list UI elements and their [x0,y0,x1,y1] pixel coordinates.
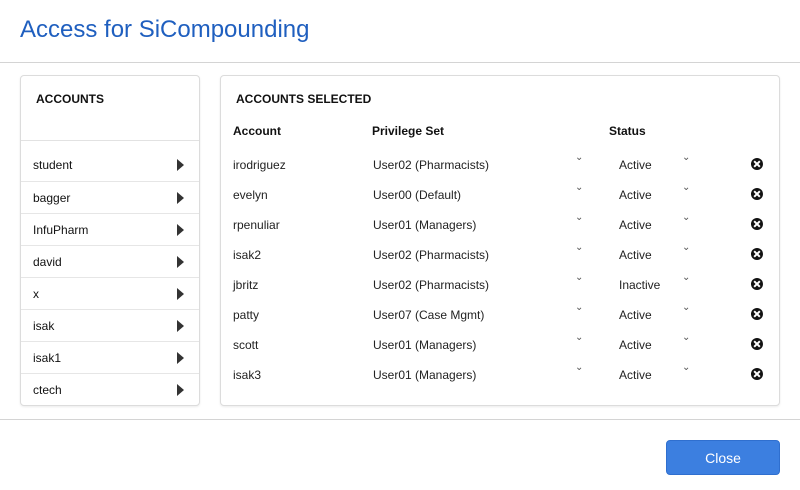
account-item-label: student [33,158,73,172]
remove-icon[interactable] [751,218,763,230]
arrow-right-icon[interactable] [177,384,184,396]
status-select[interactable]: Active [619,368,652,382]
row-account: jbritz [233,278,259,292]
account-item-label: isak1 [33,351,62,365]
remove-icon[interactable] [751,248,763,260]
chevron-down-icon[interactable]: ⌄ [682,242,691,253]
row-account: irodriguez [233,158,286,172]
remove-icon[interactable] [751,368,763,380]
privilege-select[interactable]: User00 (Default) [373,188,462,202]
arrow-right-icon[interactable] [177,288,184,300]
table-row [221,360,779,390]
account-item-david[interactable] [21,245,199,277]
row-account: rpenuliar [233,218,280,232]
account-item-label: david [33,255,62,269]
table-row [221,240,779,270]
chevron-down-icon[interactable]: ⌄ [575,302,584,313]
account-item-label: ctech [33,383,62,397]
status-select[interactable]: Active [619,338,652,352]
chevron-down-icon[interactable]: ⌄ [682,332,691,343]
account-item-label: isak [33,319,55,333]
remove-icon[interactable] [751,158,763,170]
chevron-down-icon[interactable]: ⌄ [575,152,584,163]
accounts-list [21,149,199,405]
account-item-student[interactable] [21,149,199,181]
row-account: scott [233,338,259,352]
chevron-down-icon[interactable]: ⌄ [682,362,691,373]
arrow-right-icon[interactable] [177,224,184,236]
privilege-select[interactable]: User02 (Pharmacists) [373,278,490,292]
chevron-down-icon[interactable]: ⌄ [575,272,584,283]
arrow-right-icon[interactable] [177,159,184,171]
status-select[interactable]: Active [619,248,652,262]
privilege-select[interactable]: User02 (Pharmacists) [373,158,490,172]
table-row [221,180,779,210]
accounts-selected-heading: ACCOUNTS SELECTED [236,92,372,106]
table-row [221,150,779,180]
footer-divider [0,419,800,420]
table-row [221,210,779,240]
header-divider [0,62,800,63]
status-select[interactable]: Active [619,158,652,172]
table-row [221,300,779,330]
arrow-right-icon[interactable] [177,192,184,204]
account-item-ctech[interactable] [21,373,199,405]
account-item-label: x [33,287,39,301]
account-item-bagger[interactable] [21,181,199,213]
chevron-down-icon[interactable]: ⌄ [575,362,584,373]
status-select[interactable]: Inactive [619,278,661,292]
chevron-down-icon[interactable]: ⌄ [682,152,691,163]
account-item-infupharm[interactable] [21,213,199,245]
chevron-down-icon[interactable]: ⌄ [575,242,584,253]
account-item-isak1[interactable] [21,341,199,373]
remove-icon[interactable] [751,278,763,290]
privilege-select[interactable]: User01 (Managers) [373,218,477,232]
status-select[interactable]: Active [619,308,652,322]
arrow-right-icon[interactable] [177,320,184,332]
privilege-select[interactable]: User01 (Managers) [373,368,477,382]
accounts-heading-divider [21,140,199,141]
chevron-down-icon[interactable]: ⌄ [575,212,584,223]
arrow-right-icon[interactable] [177,256,184,268]
account-item-x[interactable] [21,277,199,309]
table-row [221,270,779,300]
remove-icon[interactable] [751,308,763,320]
selected-accounts-list [221,150,779,390]
row-account: isak2 [233,248,262,262]
privilege-select[interactable]: User01 (Managers) [373,338,477,352]
chevron-down-icon[interactable]: ⌄ [575,332,584,343]
privilege-select[interactable]: User07 (Case Mgmt) [373,308,485,322]
accounts-heading: ACCOUNTS [36,92,104,106]
remove-icon[interactable] [751,188,763,200]
status-select[interactable]: Active [619,218,652,232]
table-row [221,330,779,360]
row-account: evelyn [233,188,268,202]
dialog-title: Access for SiCompounding [20,16,310,43]
chevron-down-icon[interactable]: ⌄ [682,212,691,223]
arrow-right-icon[interactable] [177,352,184,364]
account-item-isak[interactable] [21,309,199,341]
column-header-status: Status [609,124,646,138]
status-select[interactable]: Active [619,188,652,202]
column-header-account: Account [233,124,281,138]
column-header-privilege-set: Privilege Set [372,124,445,138]
chevron-down-icon[interactable]: ⌄ [682,182,691,193]
row-account: patty [233,308,260,322]
chevron-down-icon[interactable]: ⌄ [575,182,584,193]
chevron-down-icon[interactable]: ⌄ [682,272,691,283]
remove-icon[interactable] [751,338,763,350]
account-item-label: bagger [33,191,71,205]
privilege-select[interactable]: User02 (Pharmacists) [373,248,490,262]
chevron-down-icon[interactable]: ⌄ [682,302,691,313]
accounts-selected-panel [220,75,780,406]
accounts-panel [20,75,200,406]
row-account: isak3 [233,368,262,382]
close-button[interactable]: Close [666,440,780,475]
account-item-label: InfuPharm [33,223,89,237]
